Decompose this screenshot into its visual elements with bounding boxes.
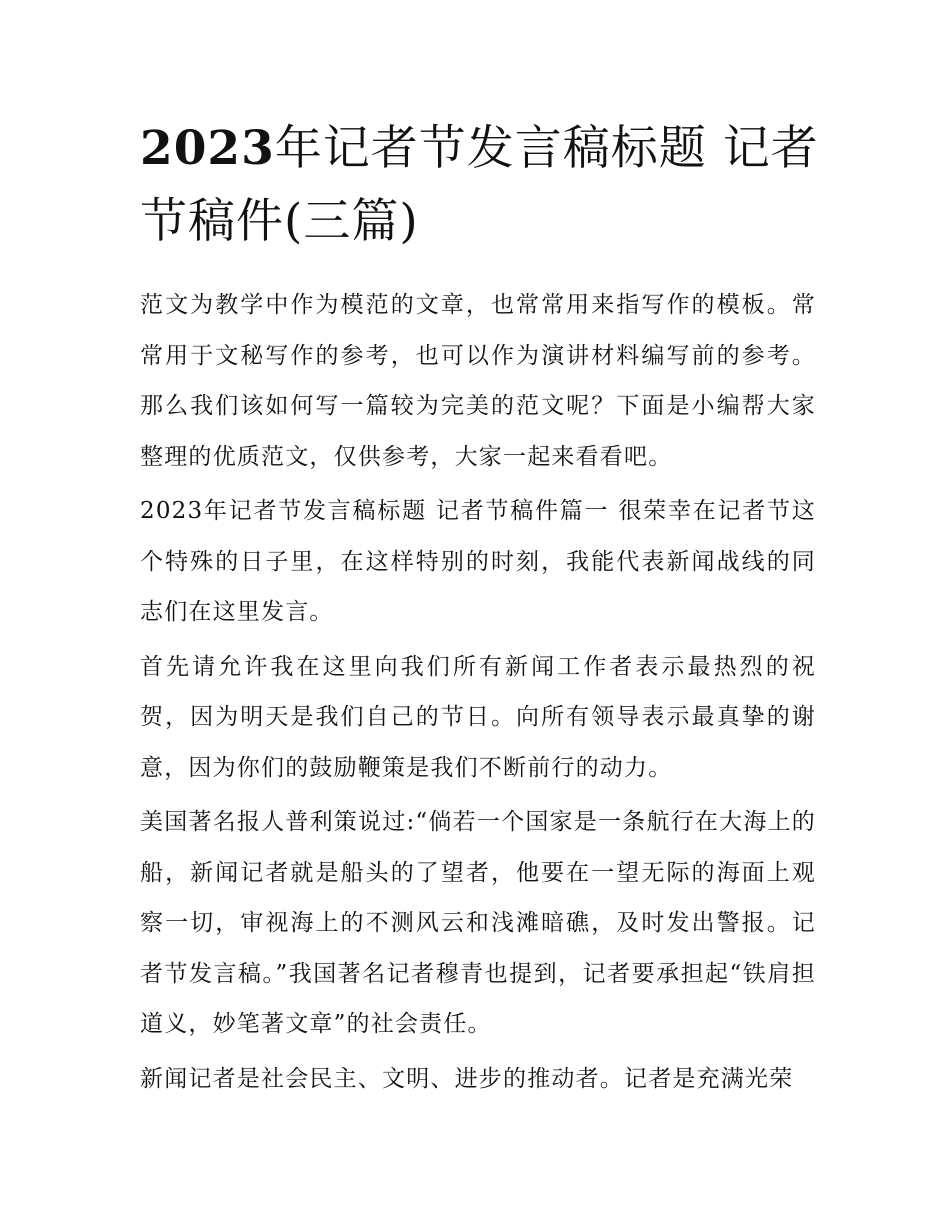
document-body [140, 280, 816, 1108]
title-year: 2023 [140, 121, 275, 176]
paragraph-closing: 新闻记者是社会民主、文明、进步的推动者。记者是充满光荣 [140, 1065, 794, 1092]
paragraph-congratulations: 首先请允许我在这里向我们所有新闻工作者表示最热烈的祝贺，因为明天是我们自己的节日。向所有领导表示最真挚的谢意，因为你们的鼓励鞭策是我们不断前行的动力。 [140, 653, 816, 781]
paragraph-opening: 2023年记者节发言稿标题 记者节稿件篇一 很荣幸在记者节这个特殊的日子里，在这样特别的时刻，我能代表新闻战线的同志们在这里发言。 [140, 498, 816, 625]
title-text: 年记者节发言稿标题 记者节稿件(三篇) [140, 121, 819, 249]
document-title [140, 112, 820, 258]
paragraph-quote: 美国著名报人普利策说过:“倘若一个国家是一条航行在大海上的船，新闻记者就是船头的了望者，他要在一望无际的海面上观察一切，审视海上的不测风云和浅滩暗礁，及时发出警报。记者节发言稿。”我国著名记者穆青也提到，记者要承担起“铁肩担道义，妙笔著文章”的社会责任。 [140, 809, 816, 1037]
paragraph-intro: 范文为教学中作为模范的文章，也常常用来指写作的模板。常常用于文秘写作的参考，也可以作为演讲材料编写前的参考。那么我们该如何写一篇较为完美的范文呢？下面是小编帮大家整理的优质范文，仅供参考，大家一起来看看吧。 [140, 292, 816, 470]
